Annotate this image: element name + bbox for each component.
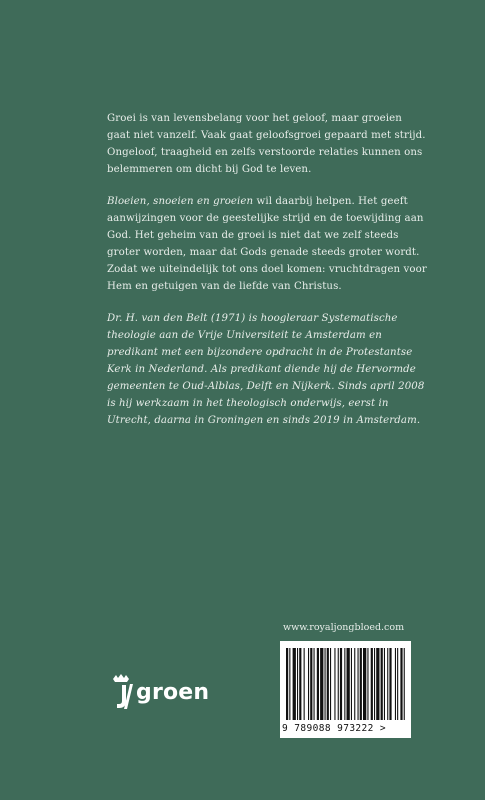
book-title-inline: Bloeien, snoeien en groeien <box>107 196 254 207</box>
author-bio: Dr. H. van den Belt (1971) is hoogleraar Systematische theologie aan de Vrije Universiteit te Amsterdam en predikant met een bijzondere opdracht in de Protestantse Kerk in Nederland. Als predikant diende hij de Hervormde gemeenten te Oud-Alblas, Delft en Nijkerk. Sinds april 2008 is hij werkzaam in het theologisch onderwijs, eerst in Utrecht, daarna in Groningen en sinds 2019 in Amsterdam. <box>107 313 425 426</box>
crown-j-icon <box>108 673 134 711</box>
blurb-paragraph-1: Groei is van levensbelang voor het geloof, maar groeien gaat niet vanzelf. Vaak gaat geloofsgroei gepaard met strijd. Ongeloof, traagheid en zelfs verstoorde relaties kunnen ons belemmeren om dicht bij God te leven. <box>107 113 426 175</box>
blurb-paragraph-2 <box>107 193 427 295</box>
barcode-bars <box>286 648 406 723</box>
isbn-barcode <box>280 641 411 738</box>
isbn-digits: 9 789088 973222 > <box>282 723 387 734</box>
publisher-logo <box>108 672 209 712</box>
back-cover-text <box>107 110 427 444</box>
publisher-url[interactable]: www.royaljongbloed.com <box>283 622 405 633</box>
publisher-wordmark: groen <box>136 679 210 705</box>
blurb-paragraph-2-text: wil daarbij helpen. Het geeft aanwijzingen voor de geestelijke strijd en de toewijding aan God. Het geheim van de groei is niet dat we zelf steeds groter worden, maar dat Gods genade steeds groter wordt. Zodat we uiteindelijk tot ons doel komen: vruchtdragen voor Hem en getuigen van de liefde van Christus. <box>107 196 427 292</box>
